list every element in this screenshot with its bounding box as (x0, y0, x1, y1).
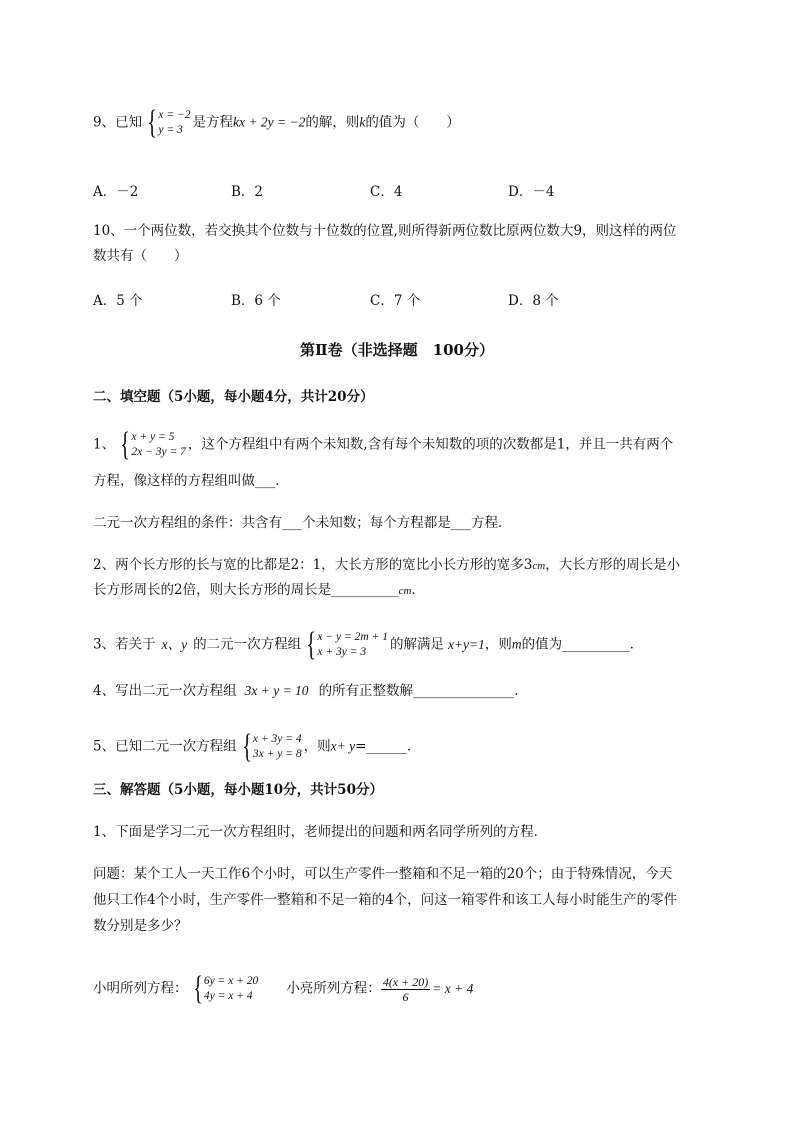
q10-line-1: 10、一个两位数，若交换其个位数与十位数的位置,则所得新两位数比原两位数大9，则这样的两位 (93, 223, 677, 239)
fill-q4-equation: 3x + y = 10 (244, 683, 309, 698)
xiaoliang-rhs: = x + 4 (432, 980, 474, 996)
fill-q1-line-2: 方程，像这样的方程组叫做___． (93, 473, 289, 489)
fill-q5-expression: x+ y (330, 738, 356, 754)
q9-text-mid: 是方程 (192, 114, 234, 131)
fill-q1-prefix: 1、 (93, 436, 116, 453)
xiaoming-sys-line-2: 4y = x + 4 (203, 990, 253, 1002)
solve-problem-line-3: 数分别是多少？ (93, 918, 188, 934)
xiaoming-equation-system: { 6y = x + 20 4y = x + 4 (192, 970, 259, 1007)
fill-q2-line-1 (93, 555, 680, 576)
fill-q1 (93, 426, 674, 463)
q9-sys-line-1: x = −2 (158, 109, 191, 121)
fill-q4-suffix: 的所有正整数解_______________. (318, 683, 519, 699)
fill-q3-mid3: ，则 (484, 636, 512, 653)
q10-option-b[interactable]: B．6 个 (231, 293, 281, 309)
fill-heading: 二、填空题（5小题，每小题4分，共计20分） (93, 389, 374, 405)
q9-option-c[interactable]: C．4 (370, 184, 403, 200)
q9-text-mid2: 的解，则 (305, 114, 360, 131)
fill-q2-unit-2: cm (398, 585, 412, 597)
fill-q1-sys-line-1: x + y = 5 (131, 431, 175, 443)
fill-q1-equation-system: { x + y = 5 2x − 3y = 7 (120, 426, 186, 463)
fill-q5-prefix: 5、已知二元一次方程组 (93, 738, 237, 755)
fill-q3-equation-system: { x − y = 2m + 1 x + 3y = 3 (306, 626, 388, 663)
fill-q2-unit: cm (532, 560, 546, 572)
fill-q5-sys-line-1: x + 3y = 4 (252, 733, 302, 745)
fill-q3-suffix: 的值为__________. (521, 636, 634, 653)
fill-q4-prefix: 4、写出二元一次方程组 (93, 683, 237, 699)
fill-q3-var-m: m (511, 636, 522, 652)
student-equations (93, 970, 474, 1007)
question-9 (93, 104, 460, 141)
fill-q3-condition: x+y=1 (447, 636, 485, 652)
xiaoming-sys-line-1: 6y = x + 20 (203, 975, 259, 987)
fill-q2-text-d: ． (411, 582, 425, 598)
fill-q3-sys-line-1: x − y = 2m + 1 (317, 631, 388, 643)
fill-q3-vars: x、y (161, 636, 188, 652)
fill-q3-sys-line-2: x + 3y = 3 (317, 646, 367, 658)
xiaoliang-fraction (381, 975, 430, 1004)
part-2-title: 第Ⅱ卷（非选择题 100分） (300, 341, 494, 359)
fill-q3 (93, 626, 634, 663)
xiaoliang-denominator: 6 (402, 989, 409, 1004)
fill-q5-equation-system: { x + 3y = 4 3x + y = 8 (241, 728, 302, 765)
fill-q1-sys-line-2: 2x − 3y = 7 (131, 446, 186, 458)
fill-q3-mid: 的二元一次方程组 (193, 636, 302, 653)
q10-option-c[interactable]: C．7 个 (370, 293, 421, 309)
q9-equation-system: { x = −2 y = 3 (147, 104, 191, 141)
fill-q5-sys-line-2: 3x + y = 8 (252, 748, 302, 760)
fill-q2-text-b: ，大长方形的周长是小 (545, 557, 681, 573)
q9-option-d[interactable]: D．－4 (508, 184, 555, 200)
solve-q1-line: 1、下面是学习二元一次方程组时，老师提出的问题和两名同学所列的方程． (93, 824, 548, 840)
q9-option-b[interactable]: B．2 (231, 184, 264, 200)
fill-q5-mid: ，则 (303, 738, 331, 755)
fill-q3-mid2: 的解满足 (389, 636, 444, 653)
q9-suffix: 的值为（ ） (365, 114, 460, 131)
q10-line-2: 数共有（ ） (93, 248, 188, 264)
solve-heading: 三、解答题（5小题，每小题10分，共计50分） (93, 782, 383, 798)
xiaoliang-numerator: 4(x + 20) (382, 974, 429, 989)
fill-q5-suffix: =______. (355, 738, 412, 755)
fill-q2-text-c: 长方形周长的2倍，则大长方形的周长是__________ (93, 582, 399, 598)
solve-problem-line-2: 他只工作4个小时，生产零件一整箱和不足一箱的4个，问这一箱零件和该工人每小时能生产的零件 (93, 892, 678, 908)
fill-q5 (93, 728, 412, 765)
fill-q4 (93, 681, 519, 701)
solve-problem-line-1: 问题：某个工人一天工作6个小时，可以生产零件一整箱和不足一箱的20个；由于特殊情况，今天 (93, 866, 673, 882)
q10-option-d[interactable]: D．8 个 (508, 293, 559, 309)
fill-q3-prefix: 3、若关于 (93, 636, 156, 653)
fill-q2-text-a: 2、两个长方形的长与宽的比都是2：1，大长方形的宽比小长方形的宽多3 (93, 557, 533, 573)
q9-option-a[interactable]: A．－2 (93, 184, 139, 200)
q9-equation: kx + 2y = −2 (233, 114, 306, 130)
xiaoming-label: 小明所列方程： (93, 980, 188, 997)
q9-var-k: k (359, 114, 366, 130)
fill-q1-line-3: 二元一次方程组的条件：共含有___个未知数；每个方程都是___方程． (93, 515, 512, 531)
q9-sys-line-2: y = 3 (158, 124, 183, 136)
q10-option-a[interactable]: A．5 个 (93, 293, 143, 309)
q9-prefix: 9、已知 (93, 114, 143, 131)
fill-q1-text: ，这个方程组中有两个未知数,含有每个未知数的项的次数都是1，并且一共有两个 (187, 436, 674, 453)
fill-q2-line-2 (93, 580, 425, 601)
xiaoliang-label: 小亮所列方程： (286, 980, 381, 997)
